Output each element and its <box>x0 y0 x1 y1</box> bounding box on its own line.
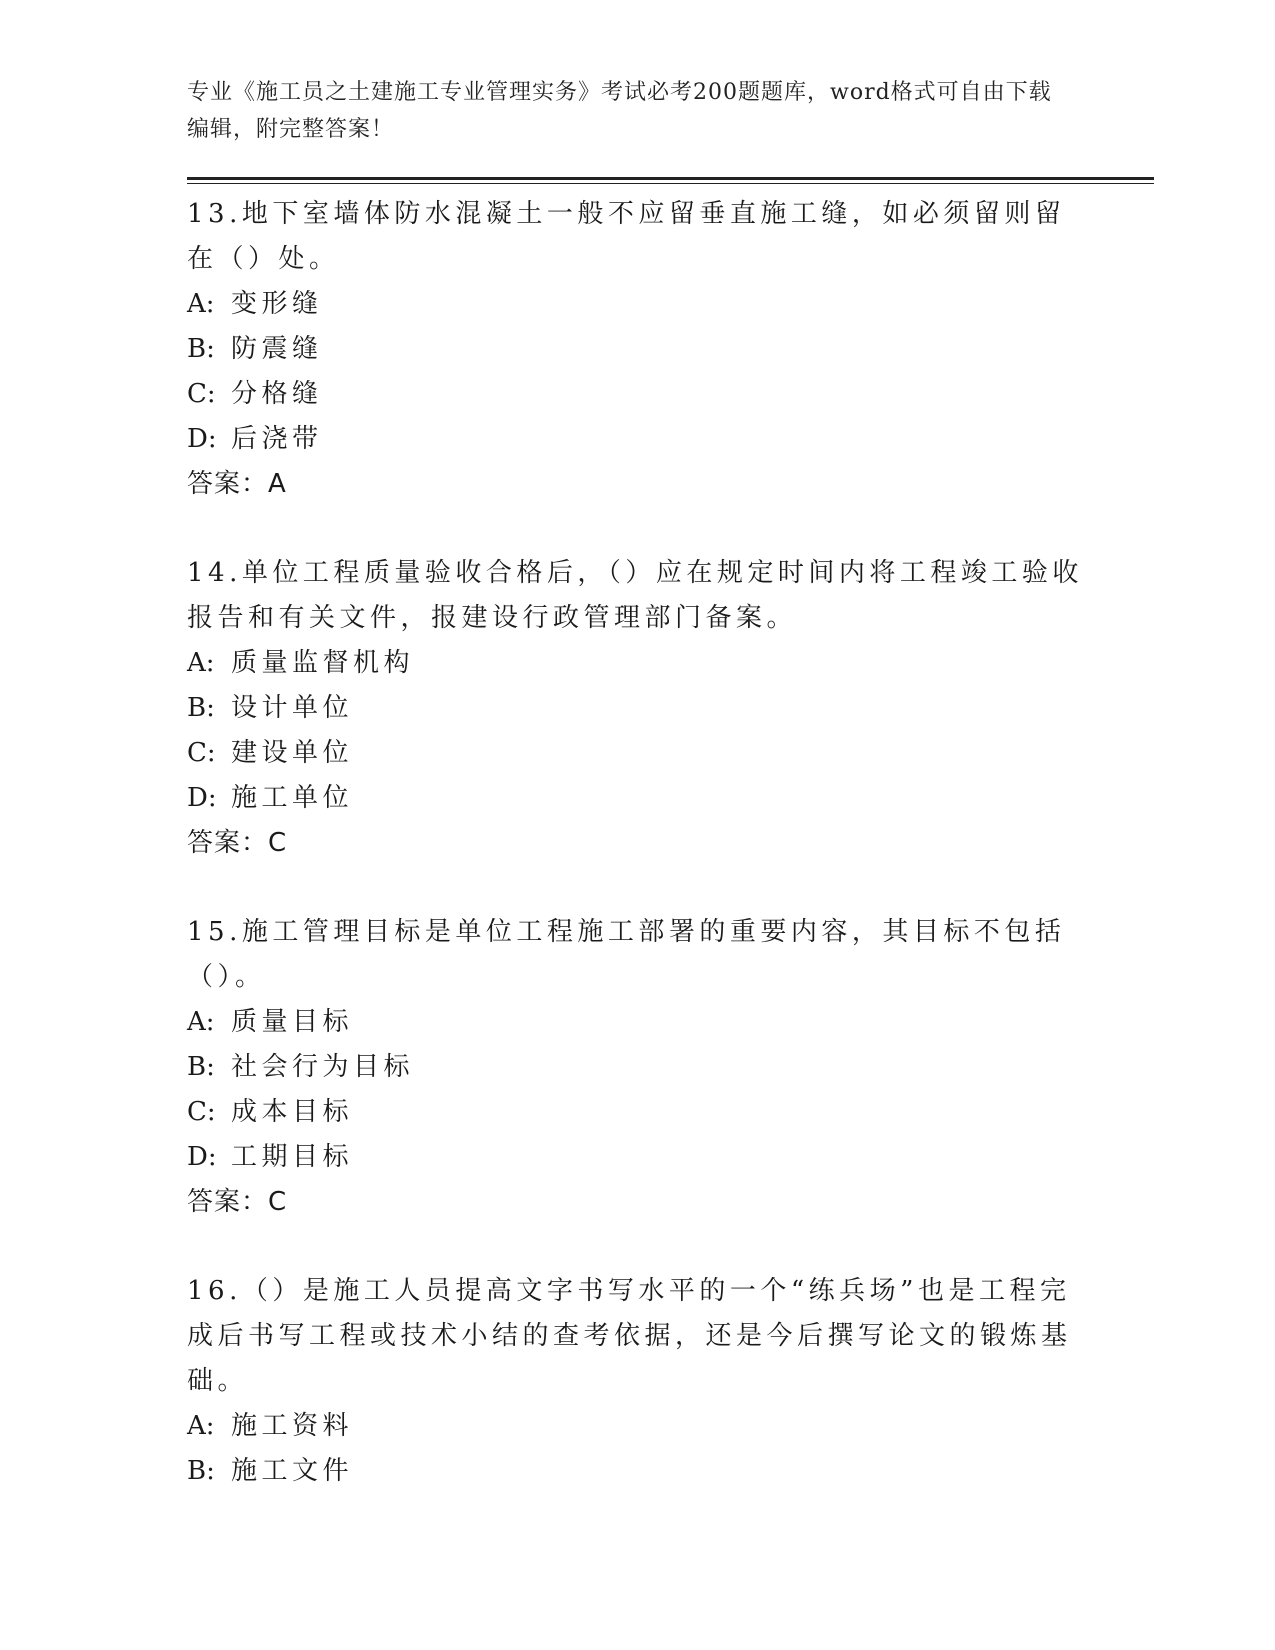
question-number: 13. <box>187 199 242 229</box>
option-text: 质量目标 <box>231 1007 354 1037</box>
option-text: 施工单位 <box>231 783 354 813</box>
question-text <box>187 551 1087 641</box>
option-text: 变形缝 <box>231 289 323 319</box>
answer-line: 答案：C <box>187 828 288 858</box>
option-letter: D: <box>187 1142 217 1172</box>
option-letter: D: <box>187 783 217 813</box>
option-d <box>187 417 1087 462</box>
question-number: 15. <box>187 917 242 947</box>
option-letter: A: <box>187 289 215 319</box>
question-14 <box>187 551 1087 866</box>
option-b <box>187 327 1087 372</box>
question-text <box>187 1269 1087 1404</box>
option-text: 成本目标 <box>231 1097 354 1127</box>
option-letter: B: <box>187 1052 215 1082</box>
option-a <box>187 1000 1087 1045</box>
option-text: 防震缝 <box>231 334 323 364</box>
option-text: 建设单位 <box>231 738 354 768</box>
question-list <box>187 192 1087 1538</box>
option-b <box>187 1449 1087 1494</box>
answer-line: 答案：A <box>187 469 287 499</box>
question-16 <box>187 1269 1087 1494</box>
question-13 <box>187 192 1087 507</box>
question-stem: 单位工程质量验收合格后，（）应在规定时间内将工程竣工验收报告和有关文件，报建设行政管理部门备案。 <box>187 558 1083 633</box>
question-number: 14. <box>187 558 242 588</box>
option-letter: B: <box>187 334 215 364</box>
option-letter: C: <box>187 1097 216 1127</box>
question-stem: 地下室墙体防水混凝土一般不应留垂直施工缝，如必须留则留在（）处。 <box>187 199 1066 274</box>
answer-line: 答案：C <box>187 1187 288 1217</box>
option-text: 质量监督机构 <box>231 648 415 678</box>
option-letter: A: <box>187 648 215 678</box>
option-letter: A: <box>187 1411 215 1441</box>
question-stem: （）是施工人员提高文字书写水平的一个“练兵场”也是工程完成后书写工程或技术小结的查考依据，还是今后撰写论文的锻炼基础。 <box>187 1276 1072 1396</box>
option-c <box>187 731 1087 776</box>
question-15 <box>187 910 1087 1225</box>
option-text: 施工文件 <box>231 1456 354 1486</box>
option-d <box>187 776 1087 821</box>
option-letter: D: <box>187 424 217 454</box>
option-text: 后浇带 <box>231 424 323 454</box>
option-b <box>187 686 1087 731</box>
option-letter: B: <box>187 693 215 723</box>
option-letter: C: <box>187 738 216 768</box>
option-c <box>187 1090 1087 1135</box>
option-a <box>187 641 1087 686</box>
option-b <box>187 1045 1087 1090</box>
option-text: 设计单位 <box>231 693 354 723</box>
option-text: 分格缝 <box>231 379 323 409</box>
header-divider-thin <box>187 183 1154 184</box>
option-letter: A: <box>187 1007 215 1037</box>
option-a <box>187 1404 1087 1449</box>
option-text: 社会行为目标 <box>231 1052 415 1082</box>
option-d <box>187 1135 1087 1180</box>
header-divider-thick <box>187 177 1154 180</box>
question-text <box>187 192 1087 282</box>
option-text: 施工资料 <box>231 1411 354 1441</box>
option-text: 工期目标 <box>231 1142 354 1172</box>
option-letter: B: <box>187 1456 215 1486</box>
option-a <box>187 282 1087 327</box>
option-letter: C: <box>187 379 216 409</box>
question-text <box>187 910 1087 1000</box>
question-number: 16. <box>187 1276 242 1306</box>
option-c <box>187 372 1087 417</box>
document-header: 专业《施工员之土建施工专业管理实务》考试必考200题题库，word格式可自由下载编辑，附完整答案！ <box>187 80 1052 142</box>
question-stem: 施工管理目标是单位工程施工部署的重要内容，其目标不包括（）。 <box>187 917 1066 992</box>
